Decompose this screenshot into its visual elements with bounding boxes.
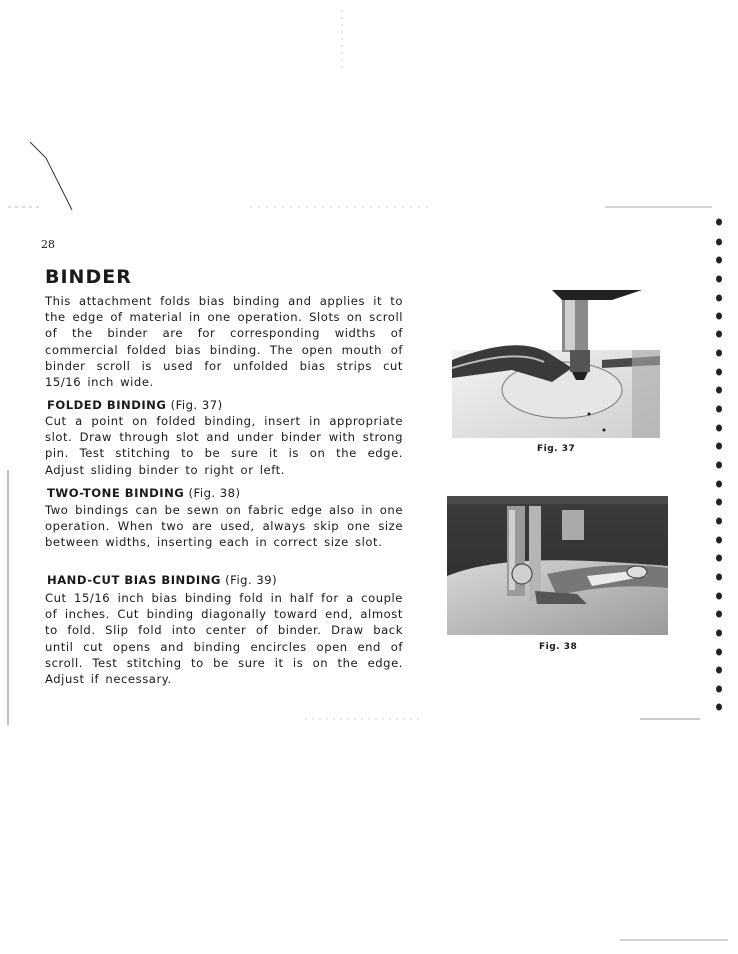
figure-38-caption: Fig. 38: [539, 642, 578, 652]
scan-line-bottom-right: [620, 938, 730, 942]
section-fig-ref: (Fig. 37): [170, 398, 223, 412]
scan-line-bottom: [0, 716, 738, 722]
section-heading-text: TWO-TONE BINDING: [47, 486, 185, 500]
section-body-folded-binding: Cut a point on folded binding, insert in appropriate slot. Draw through slot and under binder with strong pin. Test stitching to be sure it is on the edge. Adjust sliding binder to right or left.: [45, 414, 403, 477]
section-heading-two-tone-binding: [47, 486, 241, 500]
figure-37-photo: [452, 290, 660, 438]
section-heading-text: HAND-CUT BIAS BINDING: [47, 573, 221, 587]
section-heading-text: FOLDED BINDING: [47, 398, 167, 412]
section-fig-ref: (Fig. 39): [225, 573, 278, 587]
section-heading-hand-cut-bias-binding: [47, 573, 277, 587]
section-body-hand-cut-bias-binding: Cut 15/16 inch bias binding fold in half for a couple of inches. Cut binding diagonally toward end, almost to fold. Slip fold into center of binder. Draw back until cut opens and binding encircles open end of scroll. Test stitching to be sure it is on the edge. Adjust if necessary.: [45, 591, 403, 687]
section-fig-ref: (Fig. 38): [188, 486, 241, 500]
intro-paragraph: This attachment folds bias binding and applies it to the edge of material in one operation. Slots on scroll of the binder are for corresponding widths of commercial folded bias binding. The open mouth of binder scroll is used for unfolded bias strips cut 15/16 inch wide.: [45, 294, 403, 390]
page-number: 28: [41, 238, 55, 251]
section-body-two-tone-binding: Two bindings can be sewn on fabric edge also in one operation. When two are used, always skip one size between widths, inserting each in correct size slot.: [45, 503, 403, 550]
page-title: BINDER: [45, 266, 132, 288]
binding-holes: [708, 210, 730, 725]
scan-line-left: [6, 470, 10, 730]
scan-line-top: [0, 205, 738, 209]
scan-line-center-top: [340, 10, 344, 70]
scan-mark-diagonal: [28, 140, 78, 215]
section-heading-folded-binding: [47, 398, 223, 412]
figure-37-caption: Fig. 37: [537, 444, 576, 454]
figure-38-photo: [447, 496, 668, 635]
